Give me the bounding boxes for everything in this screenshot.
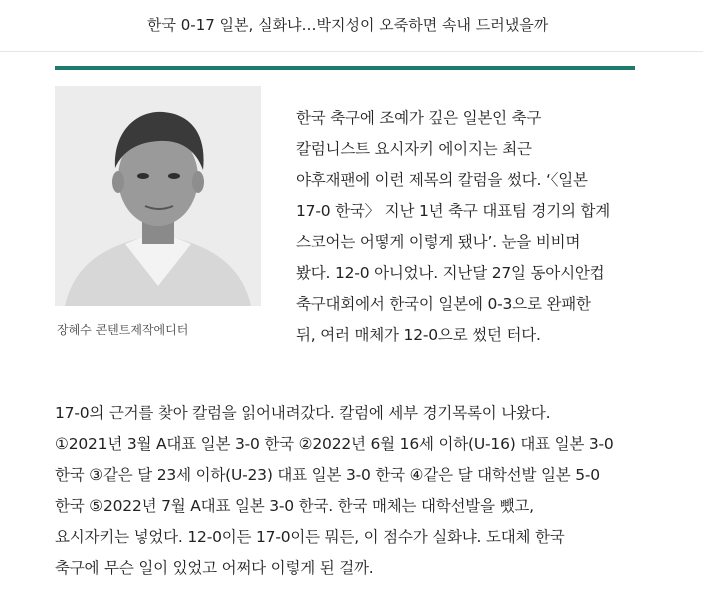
text-line: ①2021년 3월 A대표 일본 3-0 한국 ②2022년 6월 16세 이하(U-16) 대표 일본 3-0: [55, 435, 614, 453]
text-line: 야후재팬에 이런 제목의 칼럼을 썼다. ‘〈일본: [296, 171, 588, 189]
accent-divider: [55, 66, 635, 70]
text-line: 17-0의 근거를 찾아 칼럼을 읽어내려갔다. 칼럼에 세부 경기목록이 나왔다.: [55, 404, 551, 422]
text-line: 칼럼니스트 요시자키 에이지는 최근: [296, 140, 532, 158]
headline: 한국 0-17 일본, 실화냐…박지성이 오죽하면 속내 드러냈을까: [147, 16, 549, 34]
text-line: 한국 ③같은 달 23세 이하(U-23) 대표 일본 3-0 한국 ④같은 달 대학선발 일본 5-0: [55, 466, 600, 484]
text-line: 봤다. 12-0 아니었나. 지난달 27일 동아시안컵: [296, 264, 605, 282]
text-line: 뒤, 여러 매체가 12-0으로 썼던 터다.: [296, 326, 541, 344]
text-line: 17-0 한국〉 지난 1년 축구 대표팀 경기의 합계: [296, 202, 611, 220]
portrait-image: [55, 86, 261, 306]
text-line: 축구대회에서 한국이 일본에 0-3으로 완패한: [296, 295, 591, 313]
article-intro: [296, 103, 676, 351]
text-line: 축구에 무슨 일이 있었고 어쩌다 이렇게 된 걸까.: [55, 559, 374, 577]
text-line: 스코어는 어떻게 이렇게 됐나’. 눈을 비비며: [296, 233, 581, 251]
author-photo: [55, 86, 261, 306]
text-line: 한국 축구에 조예가 깊은 일본인 축구: [296, 109, 542, 127]
text-line: 요시자키는 넣었다. 12-0이든 17-0이든 뭐든, 이 점수가 실화냐. 도대체 한국: [55, 528, 565, 546]
article-body: [55, 398, 685, 584]
photo-caption: 장혜수 콘텐트제작에디터: [57, 323, 189, 337]
text-line: 한국 ⑤2022년 7월 A대표 일본 3-0 한국. 한국 매체는 대학선발을 뺐고,: [55, 497, 534, 515]
article-header: [0, 0, 703, 52]
